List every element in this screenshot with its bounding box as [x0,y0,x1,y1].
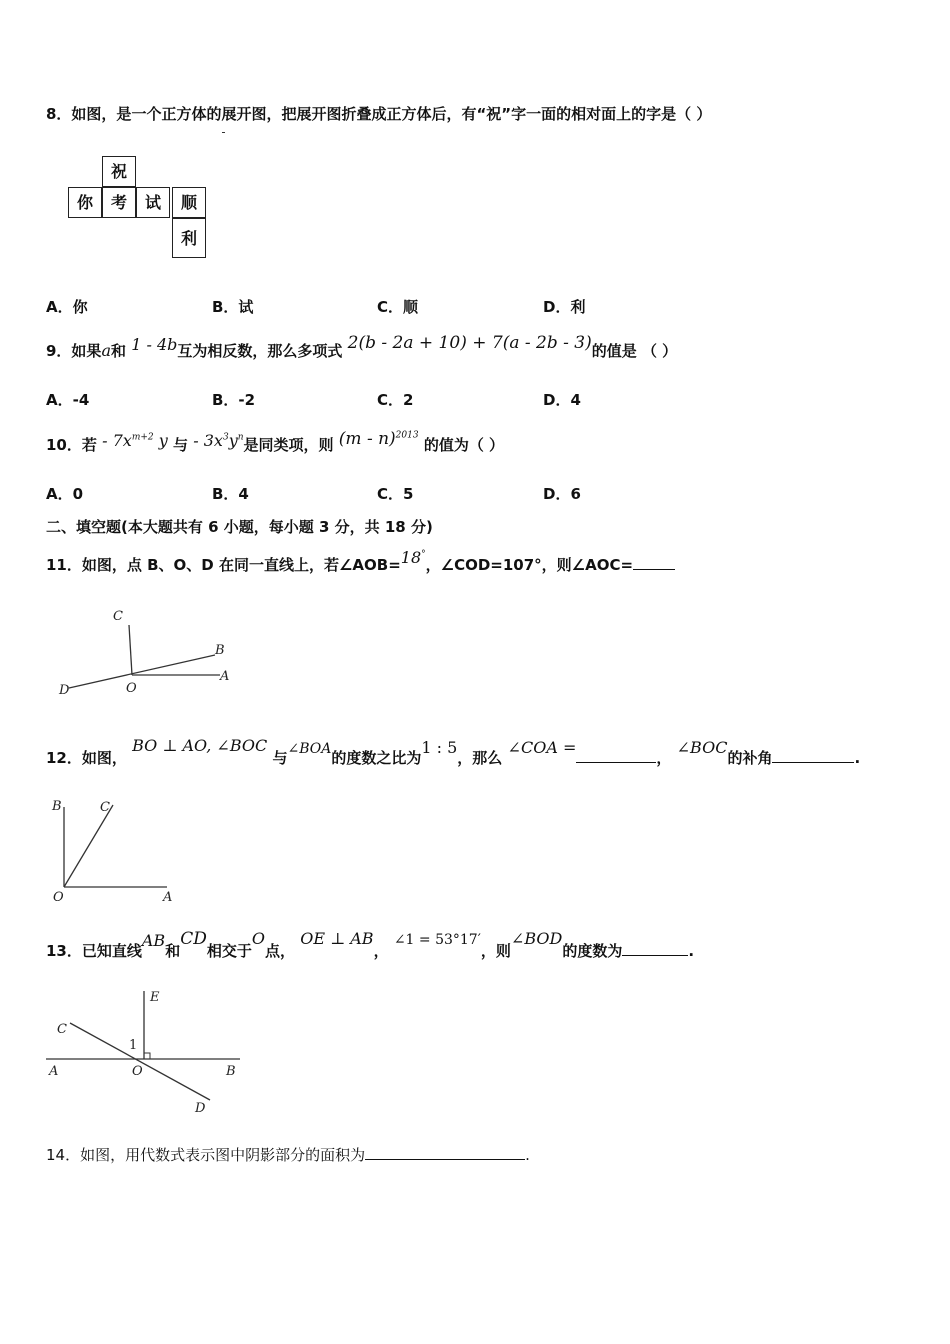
q14-end: . [525,1146,530,1164]
q10-term1: - $7x^{m+2}$ y [102,431,168,450]
q12-answer-blank-2[interactable] [772,748,854,763]
q11-prefix: 11．如图，点 B、O、D 在同一直线上，若∠AOB= [46,556,401,574]
label-b: B [226,1064,236,1079]
q12-ask1: ∠COA = [507,738,577,757]
line-cd [70,1023,210,1100]
label-b: B [215,643,225,658]
ray-oc [64,805,113,887]
q10-suffix: 的值为（ ） [423,436,505,454]
q8-stem: 8．如图，是一个正方体的展开图，把展开图折叠成正方体后，有“祝”字一面的相对面上的字是（ ） [46,105,712,123]
q13-perp: OE ⊥ AB [300,929,374,948]
q10-expr: (m - n)$^{2013}$ [338,429,419,449]
q14-text: 14．如图，用代数式表示图中阴影部分的面积为 [46,1146,366,1164]
label-a: A [49,1064,59,1079]
q9-var-a: a [101,341,111,360]
q9-mid: 互为相反数，那么多项式 [177,342,343,360]
q12-stem [46,736,861,768]
q12-angle: ∠BOA [287,741,332,757]
label-a: A [220,669,230,684]
q13-prefix: 13．已知直线 [46,942,142,960]
q9-stem [46,333,678,361]
q9-and: 和 [110,342,126,360]
net-cell-ni: 你 [68,187,102,218]
label-a: A [163,890,173,905]
q13-l1: AB [141,931,166,950]
line-db [69,655,215,688]
q9-expr1: 1 - 4b [131,335,178,354]
ray-oc [129,625,132,675]
q12-ask2: ∠BOC [676,738,728,757]
q12-prefix: 12．如图， [46,749,127,767]
q13-l2: CD [180,929,207,949]
q9-option-b: B．-2 [212,391,256,409]
q12-cond: BO ⊥ AO, ∠BOC [132,736,268,755]
q12-ratio: 1 : 5 [421,738,458,757]
label-o: O [132,1064,143,1079]
net-cell-zhu: 祝 [102,156,136,187]
q13-suffix: 的度数为 [562,942,623,960]
q13-comma: ， [373,942,389,960]
q9-option-d: D．4 [543,391,581,409]
label-1: 1 [129,1038,138,1053]
q9-option-c: C．2 [377,391,414,409]
q13-end: . [688,942,695,960]
q9-option-a: A．-4 [46,391,90,409]
net-cell-kao: 考 [102,187,136,218]
tick-mark [222,132,225,133]
q10-with: 与 [173,436,189,454]
q12-figure [45,795,185,910]
label-c: C [113,609,123,624]
q9-expr2: 2(b - 2a + 10) + 7(a - 2b - 3) [347,333,592,353]
q10-option-d: D．6 [543,485,581,503]
q12-with: 与 [272,749,288,767]
q11-value: 18° [400,548,426,567]
q10-option-b: B．4 [212,485,249,503]
q10-mid: 是同类项，则 [243,436,334,454]
q13-figure [40,985,250,1115]
q10-prefix: 10．若 [46,436,97,454]
q9-prefix: 9．如果 [46,342,102,360]
q13-stem [46,929,695,961]
q11-suffix: ，∠COD=107°，则∠AOC= [425,556,634,574]
label-b: B [52,799,62,814]
label-d: D [59,683,70,698]
q12-then: ，那么 [457,749,503,767]
section-2-title: 二、填空题(本大题共有 6 小题，每小题 3 分，共 18 分) [46,518,433,536]
q13-angle1: ∠1 = 53°17′ [393,932,481,948]
cube-net [68,156,218,266]
q12-suffix: 的补角 [727,749,773,767]
q11-stem [46,548,675,575]
net-cell-shun: 顺 [172,187,206,218]
q10-option-c: C．5 [377,485,414,503]
q13-and: 和 [165,942,181,960]
q10-stem [46,429,505,455]
q13-answer-blank[interactable] [622,941,688,956]
q13-then: ，则 [480,942,511,960]
label-o: O [53,890,64,905]
net-cell-li: 利 [172,218,206,258]
q11-answer-blank[interactable] [633,555,675,570]
q8-option-d: D．利 [543,298,586,316]
label-c: C [100,800,110,815]
right-angle-mark [144,1053,150,1059]
label-e: E [150,990,160,1005]
label-o: O [126,681,137,696]
q8-option-a: A．你 [46,298,88,316]
q11-figure [55,600,245,700]
q14-stem [46,1144,530,1165]
q14-answer-blank[interactable] [365,1145,525,1160]
q13-mid2: 点， [264,942,295,960]
q10-option-a: A．0 [46,485,84,503]
label-d: D [195,1101,206,1115]
q12-mid: 的度数之比为 [331,749,422,767]
label-c: C [57,1022,67,1037]
q10-term2: - $3x^3y^n$ [193,431,244,450]
net-cell-shi: 试 [136,187,170,218]
q13-pt: O [251,929,265,948]
q12-answer-blank-1[interactable] [576,748,656,763]
q12-end: . [854,749,861,767]
q8-option-c: C．顺 [377,298,419,316]
q13-ask: ∠BOD [510,929,563,948]
q8-option-b: B．试 [212,298,254,316]
q12-comma: ， [656,749,672,767]
q13-mid: 相交于 [206,942,252,960]
q9-suffix: 的值是 （ ） [591,342,678,360]
